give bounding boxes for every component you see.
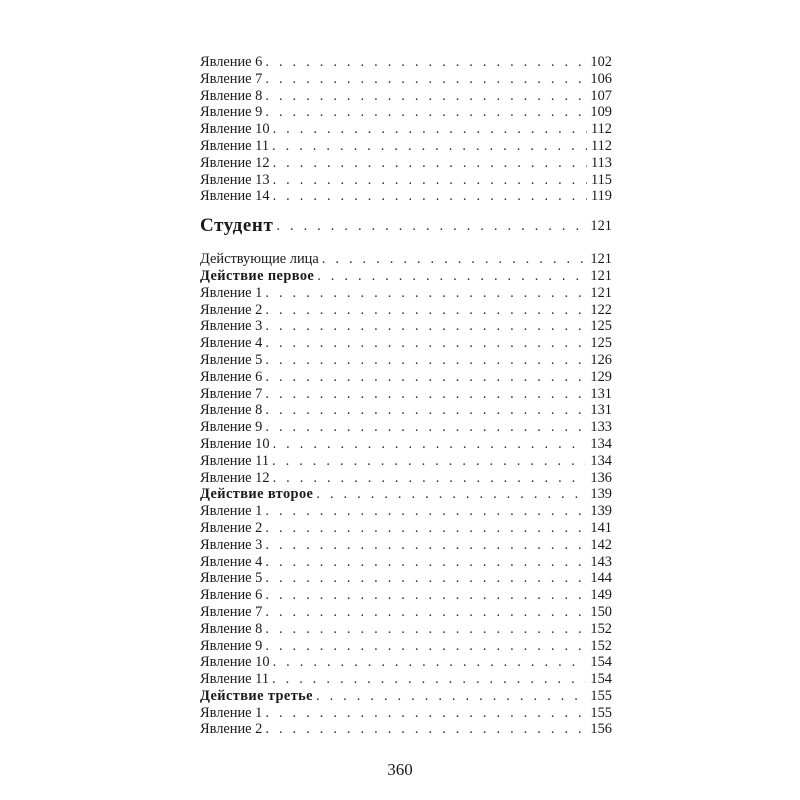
toc-entry — [200, 104, 612, 121]
toc-entry — [200, 88, 612, 105]
toc-act-entry — [200, 486, 612, 503]
dot-leader — [265, 88, 586, 105]
toc-entry — [200, 419, 612, 436]
toc-entry-title: Явление 8 — [200, 87, 263, 104]
dot-leader — [265, 104, 586, 121]
toc-entry-page: 106 — [590, 70, 612, 87]
toc-entry-page: 121 — [590, 251, 612, 268]
toc-entry-title: Действие второе — [200, 486, 314, 503]
toc-entry-page: 129 — [590, 368, 612, 385]
toc-entry — [200, 705, 612, 722]
toc-entry — [200, 554, 612, 571]
toc-entry-page: 149 — [590, 587, 612, 604]
toc-entry-title: Явление 11 — [200, 671, 270, 688]
toc-entry — [200, 671, 612, 688]
toc-entry-page: 121 — [590, 267, 612, 284]
toc-entry-page: 112 — [590, 121, 612, 138]
toc-entry-page: 115 — [590, 171, 612, 188]
toc-entry — [200, 470, 612, 487]
toc-entry-page: 121 — [590, 284, 612, 301]
toc-entry-page: 144 — [590, 570, 612, 587]
toc-entry-title: Явление 7 — [200, 603, 263, 620]
toc-entry-title: Явление 6 — [200, 587, 263, 604]
toc-entry-page: 142 — [590, 536, 612, 553]
dot-leader — [273, 654, 587, 671]
dot-leader — [265, 302, 586, 319]
toc-entry — [200, 436, 612, 453]
toc-entry-title: Явление 6 — [200, 54, 263, 70]
toc-entry-page: 155 — [590, 704, 612, 721]
dot-leader — [272, 138, 587, 155]
toc-entry — [200, 251, 612, 268]
toc-entry — [200, 402, 612, 419]
table-of-contents — [200, 54, 612, 738]
toc-entry-page: 134 — [590, 452, 612, 469]
toc-entry — [200, 654, 612, 671]
toc-entry-page: 131 — [590, 402, 612, 419]
dot-leader — [273, 121, 587, 138]
dot-leader — [273, 155, 587, 172]
dot-leader — [265, 402, 586, 419]
dot-leader — [265, 621, 586, 638]
toc-entry-title: Явление 7 — [200, 385, 263, 402]
toc-entry-title: Явление 5 — [200, 351, 263, 368]
toc-entry-title: Явление 10 — [200, 121, 270, 138]
page-number: 360 — [387, 760, 413, 779]
toc-entry-page: 113 — [590, 154, 612, 171]
toc-entry-title: Явление 10 — [200, 435, 270, 452]
toc-entry-title: Явление 2 — [200, 721, 263, 738]
toc-entry-title: Явление 14 — [200, 188, 270, 205]
toc-entry — [200, 172, 612, 189]
toc-entry-title: Явление 7 — [200, 70, 263, 87]
toc-entry — [200, 352, 612, 369]
dot-leader — [265, 503, 586, 520]
toc-entry — [200, 335, 612, 352]
toc-entry-page: 133 — [590, 419, 612, 436]
toc-entry — [200, 285, 612, 302]
dot-leader — [265, 54, 586, 71]
toc-entry-page: 150 — [590, 603, 612, 620]
dot-leader — [265, 570, 586, 587]
toc-entry-page: 102 — [590, 54, 612, 70]
toc-entry-title: Явление 1 — [200, 503, 263, 520]
toc-entry-page: 131 — [590, 385, 612, 402]
dot-leader — [265, 721, 586, 738]
toc-entry — [200, 318, 612, 335]
dot-leader — [265, 419, 586, 436]
dot-leader — [265, 352, 586, 369]
toc-entry-page: 121 — [590, 218, 612, 235]
toc-entry-title: Явление 3 — [200, 318, 263, 335]
toc-entry-title: Явление 4 — [200, 335, 263, 352]
toc-entry-title: Явление 1 — [200, 284, 263, 301]
dot-leader — [265, 554, 586, 571]
toc-entry — [200, 121, 612, 138]
toc-entry-title: Действие первое — [200, 267, 315, 284]
dot-leader — [317, 268, 586, 285]
toc-entry-page: 139 — [590, 503, 612, 520]
dot-leader — [265, 369, 586, 386]
toc-entry-title: Явление 4 — [200, 553, 263, 570]
toc-entry-title: Явление 9 — [200, 104, 263, 121]
toc-entry — [200, 138, 612, 155]
dot-leader — [265, 318, 586, 335]
toc-entry-title: Действующие лица — [200, 251, 319, 268]
dot-leader — [265, 604, 586, 621]
toc-entry-page: 154 — [590, 671, 612, 688]
toc-entry-title: Явление 2 — [200, 519, 263, 536]
dot-leader — [273, 188, 587, 205]
dot-leader — [272, 671, 586, 688]
toc-entry — [200, 71, 612, 88]
toc-act-entry — [200, 268, 612, 285]
dot-leader — [265, 587, 586, 604]
toc-entry — [200, 537, 612, 554]
dot-leader — [316, 486, 586, 503]
dot-leader — [265, 520, 586, 537]
toc-entry-page: 107 — [590, 87, 612, 104]
toc-entry-title: Явление 8 — [200, 402, 263, 419]
toc-entry-title: Явление 6 — [200, 368, 263, 385]
toc-entry-title: Явление 11 — [200, 452, 270, 469]
dot-leader — [272, 453, 586, 470]
toc-entry-page: 125 — [590, 318, 612, 335]
dot-leader — [265, 537, 586, 554]
toc-entry-title: Явление 12 — [200, 154, 270, 171]
toc-entry-page: 154 — [590, 654, 612, 671]
toc-entry-page: 156 — [590, 721, 612, 738]
toc-entry-page: 152 — [590, 620, 612, 637]
toc-entry-page: 152 — [590, 637, 612, 654]
toc-entry — [200, 638, 612, 655]
toc-entry-title: Явление 11 — [200, 137, 270, 154]
toc-work-entry — [200, 215, 612, 237]
toc-entry-title: Явление 9 — [200, 637, 263, 654]
toc-entry-title: Явление 9 — [200, 419, 263, 436]
toc-entry-page: 136 — [590, 469, 612, 486]
toc-entry — [200, 721, 612, 738]
toc-entry — [200, 520, 612, 537]
dot-leader — [265, 386, 586, 403]
toc-entry-title: Явление 3 — [200, 536, 263, 553]
dot-leader — [265, 705, 586, 722]
toc-entry — [200, 570, 612, 587]
toc-entry-title: Студент — [200, 215, 274, 237]
dot-leader — [265, 335, 586, 352]
dot-leader — [273, 172, 587, 189]
toc-entry — [200, 453, 612, 470]
dot-leader — [265, 285, 586, 302]
toc-entry-title: Действие третье — [200, 687, 313, 704]
toc-entry-page: 155 — [590, 687, 612, 704]
toc-entry-page: 143 — [590, 553, 612, 570]
toc-entry — [200, 155, 612, 172]
dot-leader — [265, 71, 586, 88]
dot-leader — [273, 436, 587, 453]
toc-entry — [200, 386, 612, 403]
toc-entry-page: 119 — [590, 188, 612, 205]
toc-entry — [200, 302, 612, 319]
toc-entry-page: 122 — [590, 301, 612, 318]
toc-entry-title: Явление 2 — [200, 301, 263, 318]
toc-entry-title: Явление 8 — [200, 620, 263, 637]
toc-entry-page: 141 — [590, 519, 612, 536]
dot-leader — [265, 638, 586, 655]
toc-entry-page: 125 — [590, 335, 612, 352]
dot-leader — [322, 251, 587, 268]
toc-entry — [200, 604, 612, 621]
toc-entry-title: Явление 13 — [200, 171, 270, 188]
toc-entry-title: Явление 5 — [200, 570, 263, 587]
toc-act-entry — [200, 688, 612, 705]
dot-leader — [316, 688, 586, 705]
toc-entry — [200, 54, 612, 71]
toc-entry — [200, 587, 612, 604]
toc-entry-title: Явление 1 — [200, 704, 263, 721]
dot-leader — [276, 215, 586, 237]
toc-entry-page: 109 — [590, 104, 612, 121]
toc-entry-title: Явление 12 — [200, 469, 270, 486]
toc-entry-title: Явление 10 — [200, 654, 270, 671]
toc-entry — [200, 369, 612, 386]
toc-entry-page: 126 — [590, 351, 612, 368]
toc-entry — [200, 621, 612, 638]
toc-entry-page: 112 — [590, 137, 612, 154]
toc-entry-page: 139 — [590, 486, 612, 503]
toc-entry — [200, 503, 612, 520]
toc-entry — [200, 188, 612, 205]
toc-entry-page: 134 — [590, 435, 612, 452]
dot-leader — [273, 470, 587, 487]
